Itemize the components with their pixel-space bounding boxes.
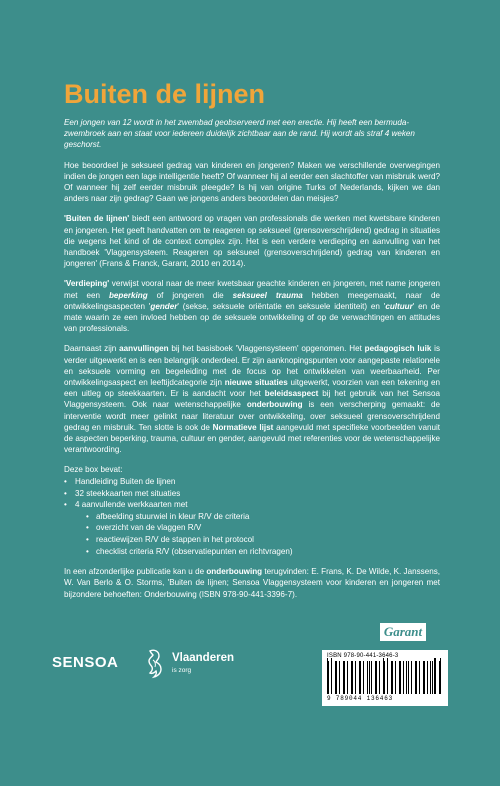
barcode-bar: [371, 661, 372, 694]
flemish-lion-icon: [144, 648, 166, 680]
sub-list-item: • afbeelding stuurwiel in kleur R/V de criteria: [86, 511, 440, 523]
garant-logo: Garant: [380, 623, 426, 641]
sub-list-item: • checklist criteria R/V (observatiepunten en richtvragen): [86, 546, 440, 558]
barcode-bar: [344, 661, 345, 694]
barcode-bar: [408, 661, 409, 694]
barcode-bar: [379, 661, 380, 694]
barcode-bar: [392, 661, 393, 694]
barcode-bar: [355, 661, 356, 694]
barcode-bar: [419, 661, 420, 694]
box-contents-intro: Deze box bevat:: [64, 465, 123, 475]
sub-list: [64, 511, 440, 557]
barcode-bar: [384, 661, 385, 694]
sensoa-logo: SENSOA: [52, 654, 119, 671]
list-item: • Handleiding Buiten de lijnen: [64, 476, 440, 488]
barcode-bars: [327, 661, 443, 694]
barcode-bar: [363, 661, 364, 694]
barcode-bar: [400, 661, 401, 694]
barcode-bar: [339, 661, 340, 694]
paragraph-questions: Hoe beoordeel je seksueel gedrag van kinderen en jongeren? Maken we verschillende overwegingen indien de jongen een lage intelligentie heeft? Of wanneer hij al eerder een slachtoffer van misbruik werd? Of wanneer hij zelf eerder misbruik pleegde? Is hij van origine Turks of Nederlands, kijken we dan anders naar zijn gedrag? Gaan we jongens anders beoordelen dan meisjes?: [64, 160, 440, 204]
book-name-bold: 'Buiten de lijnen': [64, 214, 130, 224]
barcode-bar: [434, 658, 435, 694]
paragraph-onderbouwing: In een afzonderlijke publicatie kan u de onderbouwing terugvinden: E. Frans, K. De Wilde, K. Janssens, W. Van Berlo & O. Storms, 'Buiten de lijnen; Sensoa Vlaggensysteem voor kinderen en jongeren met bijzondere behoeften: Onderbouwing (ISBN 978-90-441-3396-7).: [64, 567, 440, 599]
book-title: Buiten de lijnen: [64, 79, 266, 109]
paragraph-verdieping: 'Verdieping' verwijst vooral naar de meer kwetsbaar geachte kinderen en jongeren, met name jongeren met een beperking of jongeren die seksueel trauma hebben meegemaakt, naar de ontwikkelingsaspecten 'gender' (sekse, seksuele oriëntatie en seksuele identiteit) en 'cultuur' en de mate waarin ze een invloed hebben op de seksuele ontwikkeling of op de verwachtingen en attitudes van professionals.: [64, 279, 440, 334]
list-item: • 32 steekkaarten met situaties: [64, 488, 440, 500]
box-contents: [64, 464, 440, 557]
vlaanderen-logo-subtext: is zorg: [172, 667, 192, 674]
sub-list-item: • overzicht van de vlaggen R/V: [86, 522, 440, 534]
cover-text: [64, 78, 440, 609]
sub-list-item: • reactiewijzen R/V de stappen in het protocol: [86, 534, 440, 546]
paragraph-aanvullingen: Daarnaast zijn aanvullingen bij het basisboek 'Vlaggensysteem' opgenomen. Het pedagogisch luik is verder uitgewerkt en is een belangrijk onderdeel. Er zijn aanknopingspunten voor aangepaste relationele en seksuele vorming en begeleiding met de focus op het ontwikkelen van weerbaarheid. Per ontwikkelingsaspect en leeftijdcategorie zijn nieuwe situaties uitgewerkt, voorzien van een tekening en een uitleg op steekkaarten. Er is aandacht voor het beleidsaspect bij het gebruik van het Sensoa Vlaggensysteem. Ook naar wetenschappelijke onderbouwing is een verscherping gemaakt: de interventie wordt meer gelinkt naar literatuur over ontwikkeling, over seksueel grensoverschrijdend gedrag en misbruik. Ten slotte is ook de Normatieve lijst aangevuld met specifieke voorbeelden vanuit de aspecten beperking, trauma, cultuur en gender, aangevuld met referenties voor de wetenschappelijke verantwoording.: [64, 344, 441, 455]
barcode-bar: [411, 661, 412, 694]
paragraph-about: 'Buiten de lijnen' biedt een antwoord op vragen van professionals die werken met kwetsbare kinderen en jongeren. Het geeft handvatten om te reageren op seksueel (grensoverschrijdend) gedrag in situaties die wegens het kind of de context complex zijn. Het is een verdere verdieping en aanvulling van het handboek 'Vlaggensysteem. Reageren op seksueel (grensoverschrijdend) gedrag van kinderen en jongeren' (Frans & Franck, Garant, 2010 en 2014).: [64, 214, 440, 269]
barcode-bar: [427, 661, 428, 694]
barcode-bar: [331, 658, 332, 694]
isbn-barcode: [322, 650, 448, 706]
isbn-label: ISBN 978-90-441-3646-3: [327, 653, 399, 659]
barcode-bar: [440, 658, 441, 694]
vlaanderen-logo-text: Vlaanderen: [172, 652, 234, 664]
publisher-logos: [52, 648, 232, 688]
intro-scenario: Een jongen van 12 wordt in het zwembad geobserveerd met een erectie. Hij heeft een bermuda-zwembroek aan en staat voor iedereen duidelijk zichtbaar aan de rand. Hij wordt als straf 4 weken geschorst.: [64, 118, 415, 150]
barcode-bar: [352, 661, 353, 694]
list-item: • 4 aanvullende werkkaarten met: [64, 499, 440, 511]
barcode-digits: 9 789044 136463: [327, 695, 394, 702]
